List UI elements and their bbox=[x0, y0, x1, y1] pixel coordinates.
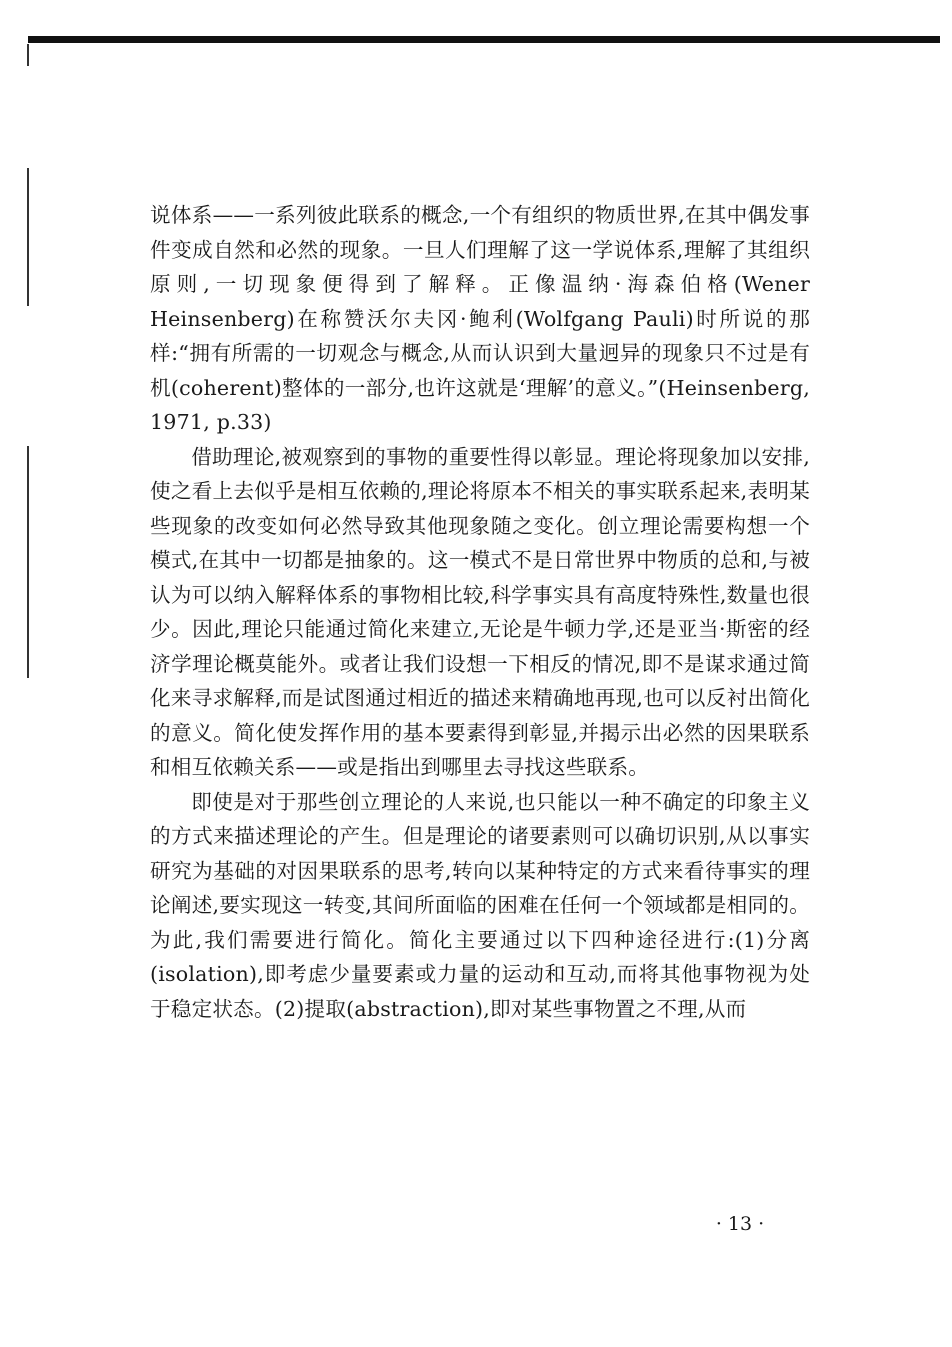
paragraph-1: 说体系——一系列彼此联系的概念,一个有组织的物质世界,在其中偶发事件变成自然和必然的现象。一旦人们理解了这一学说体系,理解了其组织原则,一切现象便得到了解释。正像温纳·海森伯格(Wener Heinsenberg)在称赞沃尔夫冈·鲍利(Wolfgang Pauli)时所说的那样:“拥有所需的一切观念与概念,从而认识到大量迥异的现象只不过是有机(coherent)整体的一部分,也许这就是‘理解’的意义。”(Heinsenberg, 1971, p.33) bbox=[150, 203, 810, 434]
paragraph-2: 借助理论,被观察到的事物的重要性得以彰显。理论将现象加以安排,使之看上去似乎是相互依赖的,理论将原本不相关的事实联系起来,表明某些现象的改变如何必然导致其他现象随之变化。创立理论需要构想一个模式,在其中一切都是抽象的。这一模式不是日常世界中物质的总和,与被认为可以纳入解释体系的事物相比较,科学事实具有高度特殊性,数量也很少。因此,理论只能通过简化来建立,无论是牛顿力学,还是亚当·斯密的经济学理论概莫能外。或者让我们设想一下相反的情况,即不是谋求通过简化来寻求解释,而是试图通过相近的描述来精确地再现,也可以反衬出简化的意义。简化使发挥作用的基本要素得到彰显,并揭示出必然的因果联系和相互依赖关系——或是指出到哪里去寻找这些联系。 bbox=[150, 444, 810, 779]
binding-mark bbox=[27, 44, 29, 66]
paragraph-3: 即使是对于那些创立理论的人来说,也只能以一种不确定的印象主义的方式来描述理论的产生。但是理论的诸要素则可以确切识别,从以事实研究为基础的对因果联系的思考,转向以某种特定的方式来看待事实的理论阐述,要实现这一转变,其间所面临的困难在任何一个领域都是相同的。为此,我们需要进行简化。简化主要通过以下四种途径进行:(1)分离(isolation),即考虑少量要素或力量的运动和互动,而将其他事物视为处于稳定状态。(2)提取(abstraction),即对某些事物置之不理,从而 bbox=[150, 789, 810, 1021]
header-rule bbox=[28, 36, 940, 43]
binding-mark bbox=[27, 168, 29, 306]
binding-mark bbox=[27, 446, 29, 678]
body-text bbox=[150, 198, 810, 1026]
page-number: · 13 · bbox=[715, 1213, 765, 1235]
